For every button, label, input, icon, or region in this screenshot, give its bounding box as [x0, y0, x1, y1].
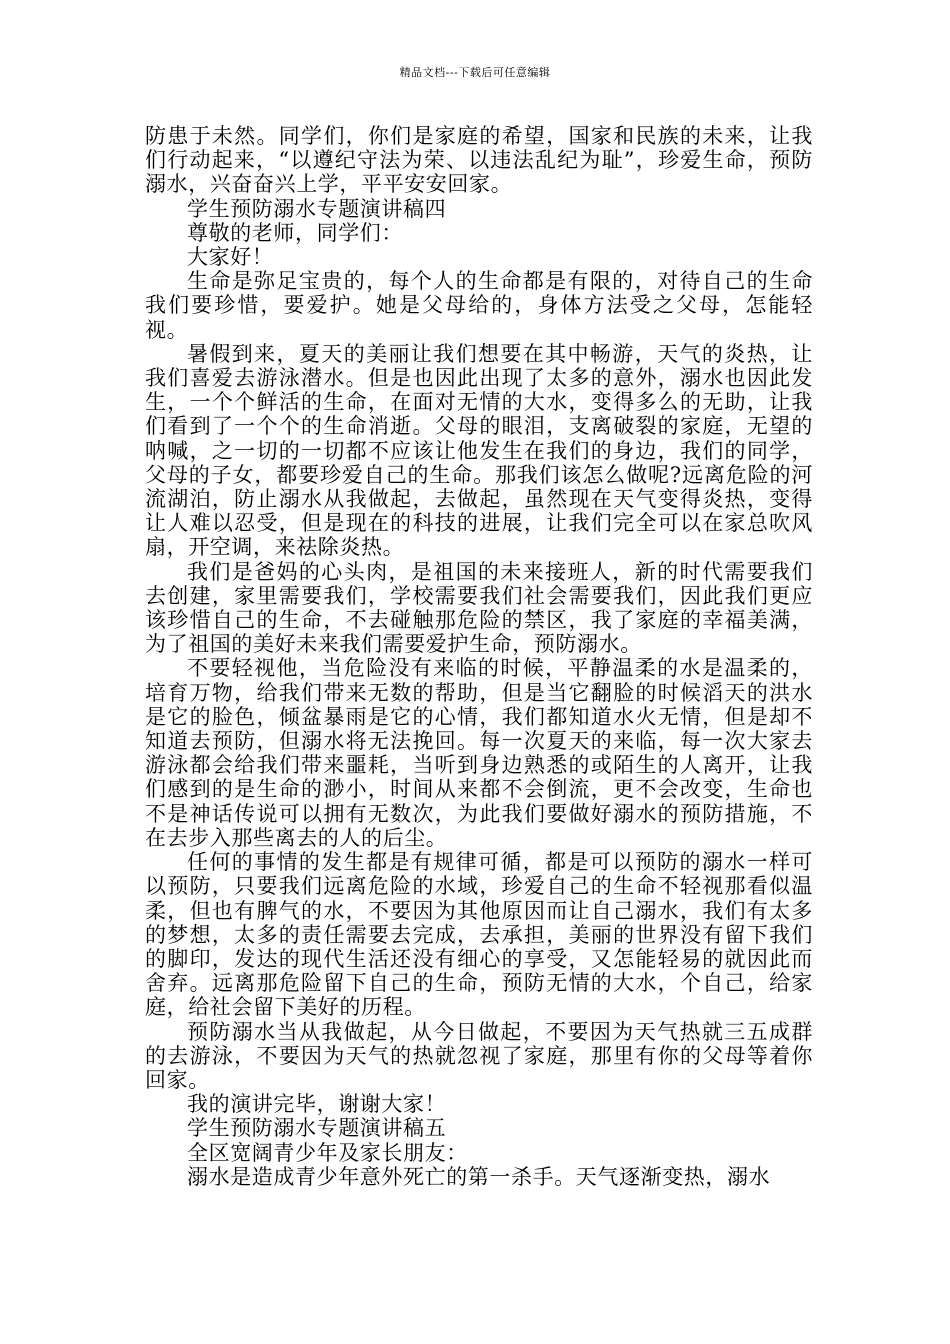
- salutation: 尊敬的老师，同学们：: [187, 220, 403, 245]
- section-title: 学生预防溺水专题演讲稿四: [187, 196, 447, 221]
- greeting: 大家好！: [187, 245, 274, 270]
- body-paragraph: 暑假到来，夏天的美丽让我们想要在其中畅游，天气的炎热，让我们喜爱去游泳潜水。但是也因此出现了太多的意外，溺水也因此发生，一个个鲜活的生命，在面对无情的大水，变得多么的无助，让我们看到了一个个的生命消逝。父母的眼泪，支离破裂的家庭，无望的呐喊，之一切的一切都不应该让他发生在我们的身边，我们的同学，父母的子女，都要珍爱自己的生命。那我们该怎么做呢?远离危险的河流湖泊，防止溺水从我做起，去做起，虽然现在天气变得炎热，变得让人难以忍受，但是现在的科技的进展，让我们完全可以在家总吹风扇，开空调，来祛除炎热。: [145, 341, 813, 560]
- section-title: 学生预防溺水专题演讲稿五: [187, 1116, 447, 1141]
- closing-line: 我的演讲完毕，谢谢大家！: [187, 1092, 447, 1117]
- body-paragraph: 我们是爸妈的心头肉，是祖国的未来接班人，新的时代需要我们去创建，家里需要我们，学校需要我们社会需要我们，因此我们更应该珍惜自己的生命，不去碰触那危险的禁区，我了家庭的幸福美满，为了祖国的美好未来我们需要爱护生命，预防溺水。: [145, 559, 813, 657]
- body-paragraph: 溺水是造成青少年意外死亡的第一杀手。天气逐渐变热，溺水: [187, 1164, 771, 1189]
- body-paragraph: 预防溺水当从我做起，从今日做起，不要因为天气热就三五成群的去游泳，不要因为天气的热就忽视了家庭，那里有你的父母等着你回家。: [145, 1019, 813, 1092]
- body-paragraph: 任何的事情的发生都是有规律可循，都是可以预防的溺水一样可以预防，只要我们远离危险的水域，珍爱自己的生命不轻视那看似温柔，但也有脾气的水，不要因为其他原因而让自己溺水，我们有太多的梦想，太多的责任需要去完成，去承担，美丽的世界没有留下我们的脚印，发达的现代生活还没有细心的享受，又怎能轻易的就因此而舍弃。远离那危险留下自己的生命，预防无情的大水，个自己，给家庭，给社会留下美好的历程。: [145, 850, 813, 1020]
- body-paragraph: 生命是弥足宝贵的，每个人的生命都是有限的，对待自己的生命我们要珍惜，要爱护。她是父母给的，身体方法受之父母，怎能轻视。: [145, 269, 813, 342]
- document-body: [145, 124, 813, 1189]
- salutation: 全区宽阔青少年及家长朋友：: [187, 1140, 468, 1165]
- page-header: 精品文档---下载后可任意编辑: [399, 66, 551, 79]
- body-paragraph: 防患于未然。同学们，你们是家庭的希望，国家和民族的未来，让我们行动起来，“以遵纪守法为荣、以违法乱纪为耻”，珍爱生命，预防溺水，兴奋奋兴上学，平平安安回家。: [145, 124, 813, 197]
- body-paragraph: 不要轻视他，当危险没有来临的时候，平静温柔的水是温柔的，培育万物，给我们带来无数的帮助，但是当它翻脸的时候滔天的洪水是它的脸色，倾盆暴雨是它的心情，我们都知道水火无情，但是却不知道去预防，但溺水将无法挽回。每一次夏天的来临，每一次大家去游泳都会给我们带来噩耗，当听到身边熟悉的或陌生的人离开，让我们感到的是生命的渺小，时间从来都不会倒流，更不会改变，生命也不是神话传说可以拥有无数次，为此我们要做好溺水的预防措施，不在去步入那些离去的人的后尘。: [145, 656, 813, 850]
